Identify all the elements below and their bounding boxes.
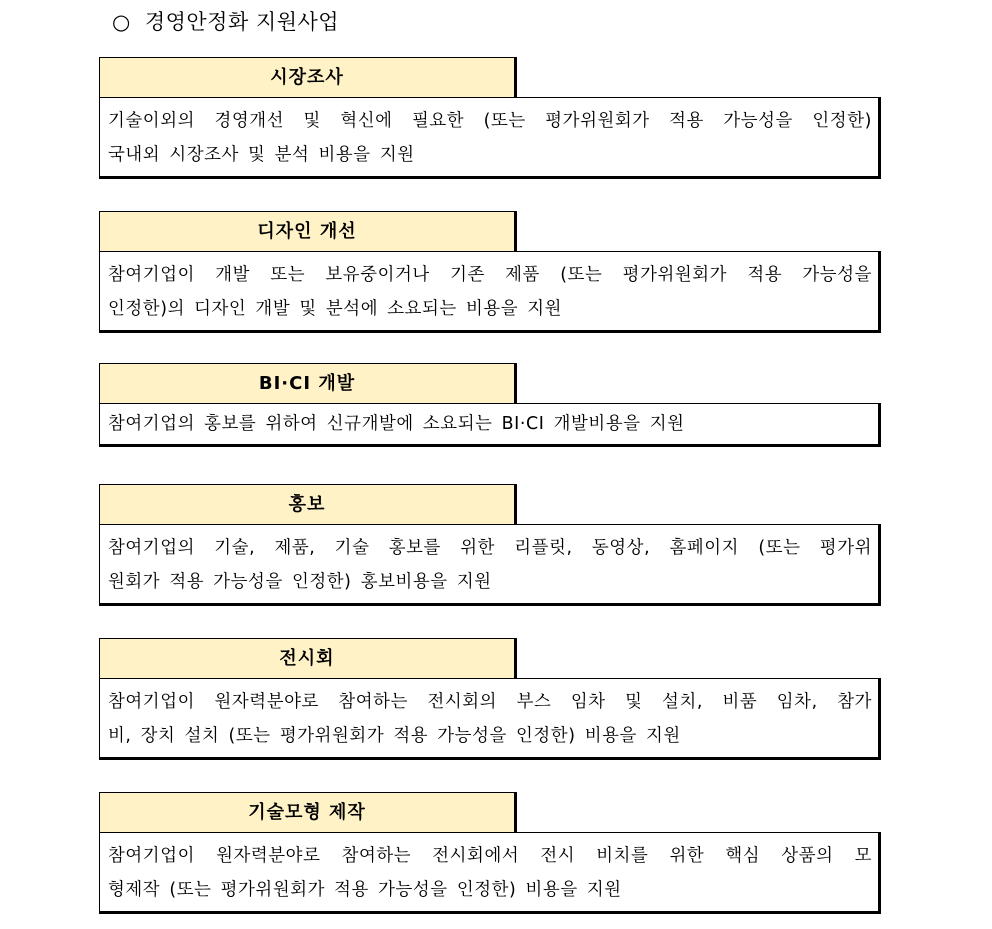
circle-bullet-icon: ○	[112, 10, 131, 34]
description-line: 참여기업의 기술, 제품, 기술 홍보를 위한 리플릿, 동영상, 홈페이지 (또는 평가위	[108, 538, 872, 558]
section-description	[99, 403, 881, 447]
description-line: 비, 장치 설치 (또는 평가위원회가 적용 가능성을 인정한) 비용을 지원	[108, 726, 681, 746]
description-line: 참여기업의 홍보를 위하여 신규개발에 소요되는 BI·CI 개발비용을 지원	[108, 414, 685, 434]
section-exhibition	[99, 638, 881, 760]
description-line: 국내외 시장조사 및 분석 비용을 지원	[108, 145, 415, 165]
section-title: 시장조사	[99, 57, 517, 99]
description-line: 원회가 적용 가능성을 인정한) 홍보비용을 지원	[108, 572, 492, 592]
description-line: 참여기업이 원자력분야로 참여하는 전시회의 부스 임차 및 설치, 비품 임차, 참가	[108, 692, 872, 712]
section-title: 기술모형 제작	[99, 792, 517, 834]
section-design-improvement	[99, 211, 881, 333]
section-market-research	[99, 57, 881, 179]
page-heading	[112, 8, 339, 36]
section-title: 디자인 개선	[99, 211, 517, 253]
section-title: BI·CI 개발	[99, 363, 517, 405]
section-description	[99, 97, 881, 179]
description-line: 참여기업이 개발 또는 보유중이거나 기존 제품 (또는 평가위원회가 적용 가능성을	[108, 265, 872, 285]
section-description	[99, 678, 881, 760]
description-line: 기술이외의 경영개선 및 혁신에 필요한 (또는 평가위원회가 적용 가능성을 인정한)	[108, 111, 872, 131]
section-promotion	[99, 484, 881, 606]
description-line: 참여기업이 원자력분야로 참여하는 전시회에서 전시 비치를 위한 핵심 상품의 모	[108, 846, 872, 866]
section-description	[99, 251, 881, 333]
description-line: 형제작 (또는 평가위원회가 적용 가능성을 인정한) 비용을 지원	[108, 880, 622, 900]
page-title: 경영안정화 지원사업	[144, 10, 340, 34]
section-bi-ci-development	[99, 363, 881, 447]
section-description	[99, 832, 881, 914]
section-title: 전시회	[99, 638, 517, 680]
description-line: 인정한)의 디자인 개발 및 분석에 소요되는 비용을 지원	[108, 299, 563, 319]
section-tech-model-production	[99, 792, 881, 914]
section-description	[99, 524, 881, 606]
section-title: 홍보	[99, 484, 517, 526]
